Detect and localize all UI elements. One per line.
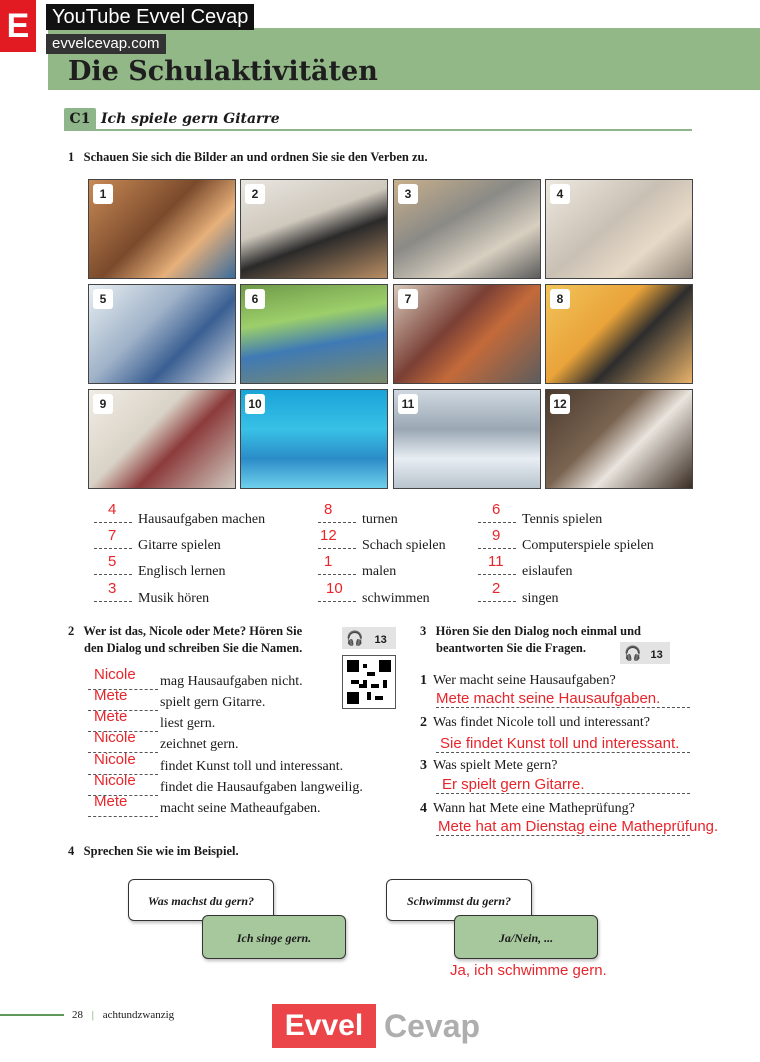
ex3-answer: Mete hat am Dienstag eine Matheprüfung.	[438, 818, 719, 835]
picture-3	[393, 179, 541, 279]
verb-item	[478, 527, 654, 554]
verb-text: Computerspiele spielen	[522, 538, 654, 553]
verb-item	[478, 501, 603, 528]
ex2-row	[88, 772, 363, 796]
answer-blank[interactable]	[318, 580, 356, 602]
ex2-row-text: findet die Hausaufgaben langweilig.	[160, 780, 363, 795]
watermark-cevap: Cevap	[384, 1008, 481, 1044]
verb-item	[478, 553, 573, 580]
name-answer: Nicole	[94, 666, 136, 683]
ex3-number: 3	[420, 624, 427, 638]
question-text: Wer macht seine Hausaufgaben?	[433, 673, 616, 688]
ex2-audio[interactable]	[342, 627, 396, 649]
question-text: Was findet Nicole toll und interessant?	[433, 715, 650, 730]
ex3-question	[420, 758, 557, 774]
ex2-instruction-1: Wer ist das, Nicole oder Mete? Hören Sie	[83, 624, 303, 638]
verb-text: turnen	[362, 512, 398, 527]
headphones-icon: 🎧	[624, 645, 642, 661]
ex3-question	[420, 801, 635, 817]
ex4-heading	[68, 843, 239, 860]
answer-value: 6	[492, 501, 501, 518]
name-answer: Mete	[94, 793, 128, 810]
answer-blank[interactable]	[318, 553, 356, 575]
speech-bubble-question-2: Schwimmst du gern?	[386, 879, 532, 921]
answer-blank[interactable]	[478, 553, 516, 575]
page-title: Die Schulaktivitäten	[68, 56, 378, 87]
speech-bubble-answer-2: Ja/Nein, ...	[454, 915, 598, 959]
picture-12	[545, 389, 693, 489]
name-answer: Mete	[94, 708, 128, 725]
answer-blank[interactable]	[318, 527, 356, 549]
footer-line	[0, 1014, 64, 1016]
verb-item	[318, 501, 398, 528]
brand-url[interactable]: evvelcevap.com	[46, 34, 166, 54]
page-footer: 28 | achtundzwanzig	[72, 1009, 175, 1021]
answer-value: 1	[324, 553, 333, 570]
verb-text: Musik hören	[138, 591, 210, 606]
ex4-number: 4	[68, 844, 75, 858]
picture-number: 11	[398, 394, 418, 414]
section-underline	[64, 129, 692, 131]
picture-9	[88, 389, 236, 489]
picture-number: 8	[550, 289, 570, 309]
verb-item	[318, 553, 397, 580]
speech-bubble-answer-1: Ich singe gern.	[202, 915, 346, 959]
answer-blank[interactable]	[478, 527, 516, 549]
audio-track: 13	[650, 649, 663, 661]
audio-track: 13	[374, 634, 387, 646]
ex2-instruction-2: den Dialog und schreiben Sie die Namen.	[84, 641, 303, 655]
ex3-instruction-1: Hören Sie den Dialog noch einmal und	[435, 624, 641, 638]
verb-text: singen	[522, 591, 559, 606]
ex3-heading	[420, 623, 641, 657]
verb-item	[94, 553, 226, 580]
question-text: Wann hat Mete eine Matheprüfung?	[433, 801, 635, 816]
picture-number: 6	[245, 289, 265, 309]
picture-number: 1	[93, 184, 113, 204]
picture-1	[88, 179, 236, 279]
watermark-evvel: Evvel	[272, 1004, 376, 1048]
name-answer: Mete	[94, 687, 128, 704]
answer-value: 5	[108, 553, 117, 570]
name-answer: Nicole	[94, 751, 136, 768]
headphones-icon: 🎧	[346, 630, 364, 646]
answer-blank[interactable]	[478, 580, 516, 602]
ex2-row-text: findet Kunst toll und interessant.	[160, 759, 344, 774]
picture-4	[545, 179, 693, 279]
question-number: 4	[420, 801, 427, 816]
answer-value: 9	[492, 527, 501, 544]
picture-number: 10	[245, 394, 265, 414]
ex1-instruction: Schauen Sie sich die Bilder an und ordnen Sie sie den Verben zu.	[83, 150, 428, 164]
verb-item	[94, 580, 210, 607]
ex3-question	[420, 715, 650, 731]
ex3-answer-line[interactable]	[436, 688, 690, 708]
ex3-instruction-2: beantworten Sie die Fragen.	[436, 641, 586, 655]
picture-2	[240, 179, 388, 279]
name-answer: Nicole	[94, 772, 136, 789]
ex3-answer: Sie findet Kunst toll und interessant.	[440, 735, 680, 752]
picture-number: 7	[398, 289, 418, 309]
verb-item	[94, 527, 221, 554]
ex3-answer-line[interactable]	[436, 816, 719, 836]
brand-title[interactable]: YouTube Evvel Cevap	[46, 4, 254, 30]
picture-number: 12	[550, 394, 570, 414]
picture-number: 3	[398, 184, 418, 204]
qr-code[interactable]	[342, 655, 396, 709]
answer-value: 12	[320, 527, 337, 544]
answer-blank[interactable]	[94, 553, 132, 575]
section-badge: C1	[64, 108, 96, 130]
picture-number: 4	[550, 184, 570, 204]
answer-value: 3	[108, 580, 117, 597]
ex3-answer-line[interactable]	[436, 774, 690, 794]
verb-text: schwimmen	[362, 591, 430, 606]
picture-10	[240, 389, 388, 489]
ex3-audio[interactable]	[620, 642, 670, 664]
name-answer: Nicole	[94, 729, 136, 746]
picture-5	[88, 284, 236, 384]
ex2-heading	[68, 623, 302, 657]
verb-item	[478, 580, 559, 607]
verb-text: Gitarre spielen	[138, 538, 221, 553]
picture-number: 9	[93, 394, 113, 414]
answer-blank[interactable]	[318, 501, 356, 523]
verb-item	[318, 580, 430, 607]
verb-text: Englisch lernen	[138, 564, 226, 579]
ex3-answer: Mete macht seine Hausaufgaben.	[436, 690, 661, 707]
ex4-instruction: Sprechen Sie wie im Beispiel.	[83, 844, 239, 858]
page-number: 28	[72, 1009, 83, 1021]
picture-6	[240, 284, 388, 384]
verb-item	[94, 501, 266, 528]
ex1-number: 1	[68, 150, 75, 164]
ex2-row-text: mag Hausaufgaben nicht.	[160, 674, 303, 689]
name-blank[interactable]	[88, 793, 158, 817]
answer-value: 11	[488, 553, 504, 570]
ex4-answer: Ja, ich schwimme gern.	[450, 962, 607, 979]
section-title: Ich spiele gern Gitarre	[101, 111, 280, 127]
ex2-number: 2	[68, 624, 75, 638]
answer-value: 2	[492, 580, 501, 597]
ex2-row-text: zeichnet gern.	[160, 737, 239, 752]
verb-text: Hausaufgaben machen	[138, 512, 266, 527]
picture-number: 5	[93, 289, 113, 309]
ex3-answer: Er spielt gern Gitarre.	[442, 776, 585, 793]
question-number: 1	[420, 673, 427, 688]
picture-7	[393, 284, 541, 384]
verb-text: Tennis spielen	[522, 512, 603, 527]
answer-value: 4	[108, 501, 117, 518]
question-text: Was spielt Mete gern?	[433, 758, 558, 773]
brand-logo: E	[0, 0, 36, 52]
answer-value: 8	[324, 501, 333, 518]
picture-8	[545, 284, 693, 384]
qr-code-icon	[347, 660, 391, 704]
ex3-question	[420, 673, 616, 689]
verb-text: eislaufen	[522, 564, 573, 579]
ex2-row-text: spielt gern Gitarre.	[160, 695, 266, 710]
answer-blank[interactable]	[94, 501, 132, 523]
verb-text: Schach spielen	[362, 538, 446, 553]
picture-11	[393, 389, 541, 489]
ex3-answer-line[interactable]	[436, 733, 690, 753]
page-word: achtundzwanzig	[102, 1009, 175, 1021]
answer-blank[interactable]	[94, 527, 132, 549]
answer-value: 7	[108, 527, 117, 544]
verb-item	[318, 527, 446, 554]
ex2-row-text: macht seine Matheaufgaben.	[160, 801, 321, 816]
answer-blank[interactable]	[94, 580, 132, 602]
verb-text: malen	[362, 564, 397, 579]
ex2-row	[88, 793, 321, 817]
ex1-heading	[68, 149, 428, 166]
question-number: 3	[420, 758, 427, 773]
question-number: 2	[420, 715, 427, 730]
answer-blank[interactable]	[478, 501, 516, 523]
answer-value: 10	[326, 580, 343, 597]
picture-number: 2	[245, 184, 265, 204]
ex2-row-text: liest gern.	[160, 716, 216, 731]
speech-bubble-question-1: Was machst du gern?	[128, 879, 274, 921]
